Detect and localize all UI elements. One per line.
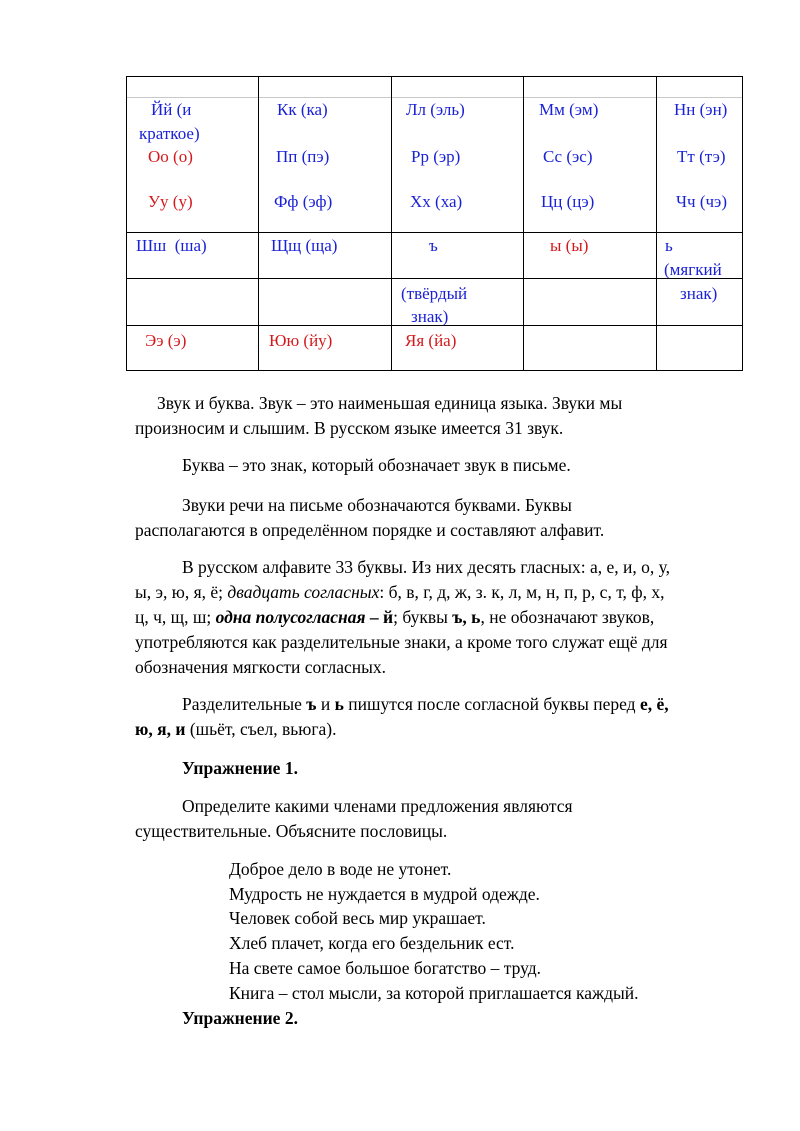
text-span: Разделительные [182, 694, 307, 714]
proverb: На свете самое большое богатство – труд. [229, 958, 542, 978]
paragraph-line: обозначения мягкости согласных. [135, 657, 387, 677]
table-col-line [523, 76, 524, 371]
paragraph-line: употребляются как разделительные знаки, а кроме того служат ещё для [135, 632, 668, 652]
table-cell: ь [665, 236, 673, 255]
bold-letters: ъ, ь [452, 607, 481, 627]
table-border-top [126, 76, 743, 77]
table-cell: краткое) [139, 124, 200, 143]
table-cell: Щщ (ща) [271, 236, 338, 255]
table-cell: Лл (эль) [406, 100, 465, 119]
paragraph-line: Определите какими членами предложения являются [182, 796, 573, 816]
text-span: ; буквы [393, 607, 453, 627]
table-cell: Цц (цэ) [541, 192, 595, 211]
proverb: Мудрость не нуждается в мудрой одежде. [229, 884, 540, 904]
table-cell: Мм (эм) [539, 100, 599, 119]
proverb: Человек собой весь мир украшает. [229, 908, 486, 928]
table-cell: Нн (эн) [674, 100, 728, 119]
table-cell: Ээ (э) [145, 331, 187, 350]
paragraph-line: В русском алфавите 33 буквы. Из них десять гласных: а, е, и, о, у, [182, 557, 671, 577]
bold-letter: й [383, 607, 394, 627]
table-cell: Пп (пэ) [276, 147, 330, 166]
table-col-line [391, 76, 392, 371]
table-cell: (твёрдый [401, 284, 468, 303]
paragraph-line: Звук и буква. Звук – это наименьшая единица языка. Звуки мы [157, 393, 623, 413]
proverb: Хлеб плачет, когда его бездельник ест. [229, 933, 515, 953]
text-span: ы, э, ю, я, ё; [135, 582, 228, 602]
paragraph-line: произносим и слышим. В русском языке имеется 31 звук. [135, 418, 564, 438]
paragraph-line: Буква – это знак, который обозначает звук в письме. [182, 455, 571, 475]
table-cell: Уу (у) [148, 192, 193, 211]
table-cell: Чч (чэ) [676, 192, 728, 211]
table-col-line [126, 76, 127, 371]
paragraph-line [135, 580, 665, 605]
text-span: ц, ч, щ, ш; [135, 607, 216, 627]
table-border-right [742, 76, 743, 371]
text-span: , не обозначают звуков, [480, 607, 655, 627]
table-row-line [126, 232, 743, 233]
paragraph-line [182, 692, 669, 717]
table-cell: Яя (йа) [405, 331, 457, 350]
bold-letter: ъ [306, 694, 317, 714]
bold-letters: е, ё, [639, 694, 669, 714]
table-col-line [258, 76, 259, 371]
table-col-line [656, 76, 657, 371]
table-cell: (мягкий [664, 260, 722, 279]
table-header-line [126, 97, 743, 98]
text-span: пишутся после согласной буквы перед [343, 694, 640, 714]
paragraph-line: существительные. Объясните пословицы. [135, 821, 448, 841]
table-cell: Кк (ка) [277, 100, 328, 119]
text-span: (шьёт, съел, вьюга). [185, 719, 337, 739]
exercise-2-title: Упражнение 2. [182, 1008, 298, 1028]
bold-letters: ю, я, и [135, 719, 186, 739]
table-cell: Тт (тэ) [677, 147, 726, 166]
table-cell: знак) [680, 284, 718, 303]
proverb: Доброе дело в воде не утонет. [229, 859, 452, 879]
bold-letter: ь [334, 694, 344, 714]
text-span: : б, в, г, д, ж, з. к, л, м, н, п, р, с, т, ф, х, [379, 582, 665, 602]
table-cell: Фф (эф) [274, 192, 333, 211]
exercise-1-title: Упражнение 1. [182, 758, 298, 778]
text-span: и [316, 694, 335, 714]
table-cell: ы (ы) [550, 236, 589, 255]
table-cell: Йй (и [151, 100, 192, 119]
table-cell: ъ [429, 236, 438, 255]
paragraph-line: Звуки речи на письме обозначаются буквами. Буквы [182, 495, 572, 515]
paragraph-line [135, 717, 336, 742]
table-cell: знак) [411, 307, 449, 326]
proverb: Книга – стол мысли, за которой приглашается каждый. [229, 983, 639, 1003]
table-cell: Юю (йу) [269, 331, 333, 350]
paragraph-line [135, 605, 654, 630]
italic-term: двадцать согласных [227, 582, 380, 602]
table-cell: Хх (ха) [410, 192, 463, 211]
bold-dash: – [365, 607, 384, 627]
table-border-bottom [126, 370, 743, 371]
table-cell: Рр (эр) [411, 147, 461, 166]
table-cell: Сс (эс) [543, 147, 593, 166]
table-row-line [126, 278, 743, 279]
paragraph-line: располагаются в определённом порядке и составляют алфавит. [135, 520, 605, 540]
table-cell: Оо (о) [148, 147, 193, 166]
table-cell: Шш (ша) [136, 236, 207, 255]
bold-italic-term: одна полусогласная [215, 607, 366, 627]
